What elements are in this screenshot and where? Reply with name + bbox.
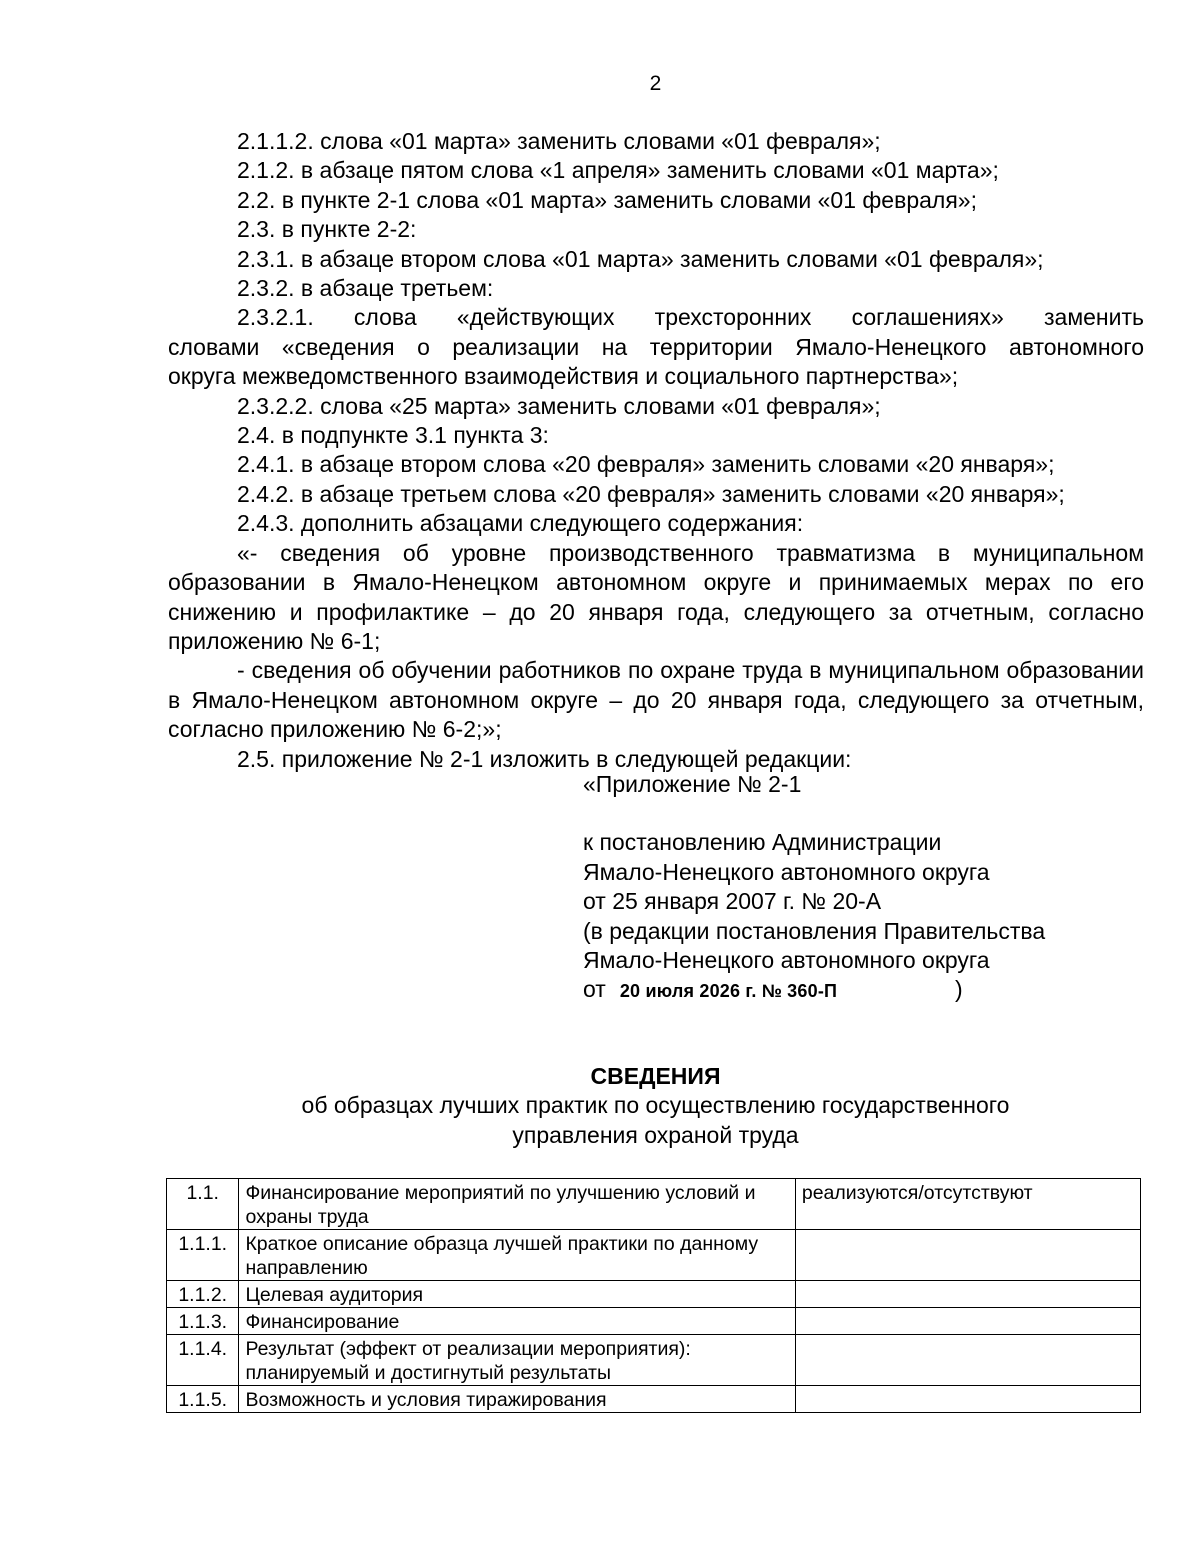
table-row [167,1308,1141,1335]
row-number: 1.1.3. [167,1308,239,1335]
paragraph: «- сведения об уровне производственного травматизма в муниципальном образовании в Ямало-Ненецком автономном округе и принимаемых мерах по его снижению и профилактике – до 20 января года, следующего за отчетным, согласно приложению № 6-1; [168,539,1144,654]
paragraph: 2.4.2. в абзаце третьем слова «20 февраля» заменить словами «20 января»; [237,480,1065,507]
heading-subtitle: управления охраной труда [512,1121,799,1148]
table-row [167,1335,1141,1386]
table-row [167,1179,1141,1230]
paragraph-line: округа межведомственного взаимодействия и социального партнерства»; [168,363,959,390]
paragraph: 2.1.2. в абзаце пятом слова «1 апреля» заменить словами «01 марта»; [237,157,999,184]
paragraph: - сведения об обучении работников по охране труда в муниципальном образовании в Ямало-Ненецком автономном округе – до 20 января года, следующего за отчетным, согласно приложению № 6-2;»; [168,657,1144,743]
paragraph: 2.4. в подпункте 3.1 пункта 3: [237,422,549,449]
row-description: Целевая аудитория [239,1281,795,1308]
paragraph: 2.1.1.2. слова «01 марта» заменить словами «01 февраля»; [237,128,881,154]
paragraph-line: словами «сведения о реализации на территории Ямало-Ненецкого автономного [168,333,1144,360]
appendix-header [583,770,1143,1007]
table-row [167,1281,1141,1308]
row-value [795,1386,1140,1413]
row-value [795,1230,1140,1281]
page-number: 2 [649,72,662,95]
appendix-line: Ямало-Ненецкого автономного округа [583,858,990,885]
row-number: 1.1.4. [167,1335,239,1386]
paragraph: 2.3.1. в абзаце втором слова «01 марта» заменить словами «01 февраля»; [237,245,1044,272]
appendix-date-row [583,975,1143,1006]
table-row [167,1230,1141,1281]
paragraph: 2.5. приложение № 2-1 изложить в следующей редакции: [237,745,852,772]
row-description: Финансирование [239,1308,795,1335]
row-description: Возможность и условия тиражирования [239,1386,795,1413]
date-prefix: от [583,976,606,1003]
row-description: Финансирование мероприятий по улучшению условий и охраны труда [239,1179,795,1230]
paragraph-line: 2.3.2.1. слова «действующих трехсторонних соглашениях» заменить [237,304,1144,331]
paragraph: 2.3. в пункте 2-2: [237,216,417,243]
row-number: 1.1. [167,1179,239,1230]
paragraph: 2.4.1. в абзаце втором слова «20 февраля» заменить словами «20 января»; [237,451,1055,478]
row-number: 1.1.2. [167,1281,239,1308]
appendix-line: (в редакции постановления Правительства [583,917,1046,944]
row-description: Краткое описание образца лучшей практики по данному направлению [239,1230,795,1281]
row-description: Результат (эффект от реализации мероприятия): планируемый и достигнутый результаты [239,1335,795,1386]
row-number: 1.1.5. [167,1386,239,1413]
resolution-stamp: 20 июля 2026 г. № 360-П [619,981,838,1002]
appendix-line: Ямало-Ненецкого автономного округа [583,947,990,974]
heading-subtitle: об образцах лучших практик по осуществлению государственного [301,1092,1010,1119]
heading-title: СВЕДЕНИЯ [590,1063,721,1089]
paragraph: 2.3.2.2. слова «25 марта» заменить словами «01 февраля»; [237,392,881,419]
closing-paren: ) [955,976,963,1003]
row-value [795,1308,1140,1335]
appendix-line: от 25 января 2007 г. № 20-А [583,888,882,915]
paragraph: 2.3.2. в абзаце третьем: [237,275,494,302]
table-row [167,1386,1141,1413]
amendment-text [168,127,1144,774]
practices-table [166,1178,1141,1413]
row-number: 1.1.1. [167,1230,239,1281]
paragraph: 2.4.3. дополнить абзацами следующего содержания: [237,510,804,537]
row-value [795,1335,1140,1386]
appendix-line: к постановлению Администрации [583,829,942,856]
paragraph: 2.2. в пункте 2-1 слова «01 марта» заменить словами «01 февраля»; [237,186,977,213]
section-heading [0,1062,1200,1150]
row-value: реализуются/отсутствуют [795,1179,1140,1230]
appendix-title: «Приложение № 2-1 [583,771,802,797]
row-value [795,1281,1140,1308]
